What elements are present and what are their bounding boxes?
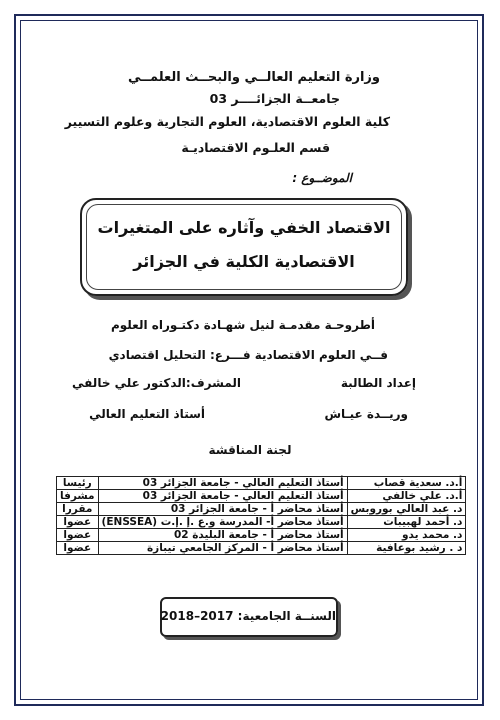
table-row (57, 529, 466, 542)
table-row (57, 477, 466, 490)
member-position: أستاذ محاضر أ- المدرسة و.ع .إ .إ.ت (ENSSEA) (98, 516, 347, 529)
supervisor-title: أستاذ التعليم العالي (89, 407, 205, 421)
member-role: عضوا (57, 516, 99, 529)
table-row (57, 503, 466, 516)
member-name: د. أحمد لهبيبات (347, 516, 466, 529)
member-name: د. عبد العالي بوروبس (347, 503, 466, 516)
thesis-statement: أطروحـة مقدمـة لنيل شهـادة دكتـوراه العلوم (110, 318, 375, 332)
committee-title: لجنة المناقشة (208, 443, 292, 457)
member-position: أستاذ محاضر أ - المركز الجامعي تيبازة (98, 542, 347, 555)
member-name: د . رشيد بوعافية (347, 542, 466, 555)
member-position: أستاذ محاضر أ - جامعة الجزائر 03 (98, 503, 347, 516)
member-name: أ.د. سعدية قصاب (347, 477, 466, 490)
table-row (57, 516, 466, 529)
thesis-title-line2: الاقتصادية الكلية في الجزائر (133, 252, 355, 271)
member-name: د. محمد يدو (347, 529, 466, 542)
branch-label: فــي العلوم الاقتصادية فـــرع: التحليل اقتصادي (108, 348, 388, 362)
ministry-name: وزارة التعليم العالــي والبحــث العلمــي (127, 70, 380, 85)
academic-year-box (160, 597, 338, 637)
title-box (80, 198, 408, 296)
university-name: جامعــة الجزائــــر 03 (209, 91, 340, 106)
member-name: أ.د. علي خالفي (347, 490, 466, 503)
subject-label: الموضــوع : (292, 171, 352, 185)
thesis-title-line1: الاقتصاد الخفي وآثاره على المتغيرات (97, 218, 391, 237)
department-name: قسم العلـوم الاقتصاديـة (181, 140, 330, 155)
member-role: مقررا (57, 503, 99, 516)
member-role: عضوا (57, 542, 99, 555)
member-role: مشرفا (57, 490, 99, 503)
student-name: وريــدة عيـاش (324, 407, 408, 421)
title-box-inner (86, 204, 402, 290)
preparation-label: إعداد الطالبة (340, 376, 416, 390)
table-row (57, 490, 466, 503)
academic-year: السنــة الجامعية: 2017–2018 (160, 609, 336, 623)
member-position: أستاذ محاضر أ - جامعة البليدة 02 (98, 529, 347, 542)
committee-table (56, 476, 466, 555)
member-role: رئيسا (57, 477, 99, 490)
faculty-name: كلية العلوم الاقتصادية، العلوم التجارية وعلوم التسيير (64, 114, 390, 129)
member-role: عضوا (57, 529, 99, 542)
member-position: أستاذ التعليم العالي - جامعة الجزائر 03 (98, 477, 347, 490)
member-position: أستاذ التعليم العالي - جامعة الجزائر 03 (98, 490, 347, 503)
table-row (57, 542, 466, 555)
supervisor-label: المشرف:الدكتور علي خالفي (72, 376, 241, 390)
